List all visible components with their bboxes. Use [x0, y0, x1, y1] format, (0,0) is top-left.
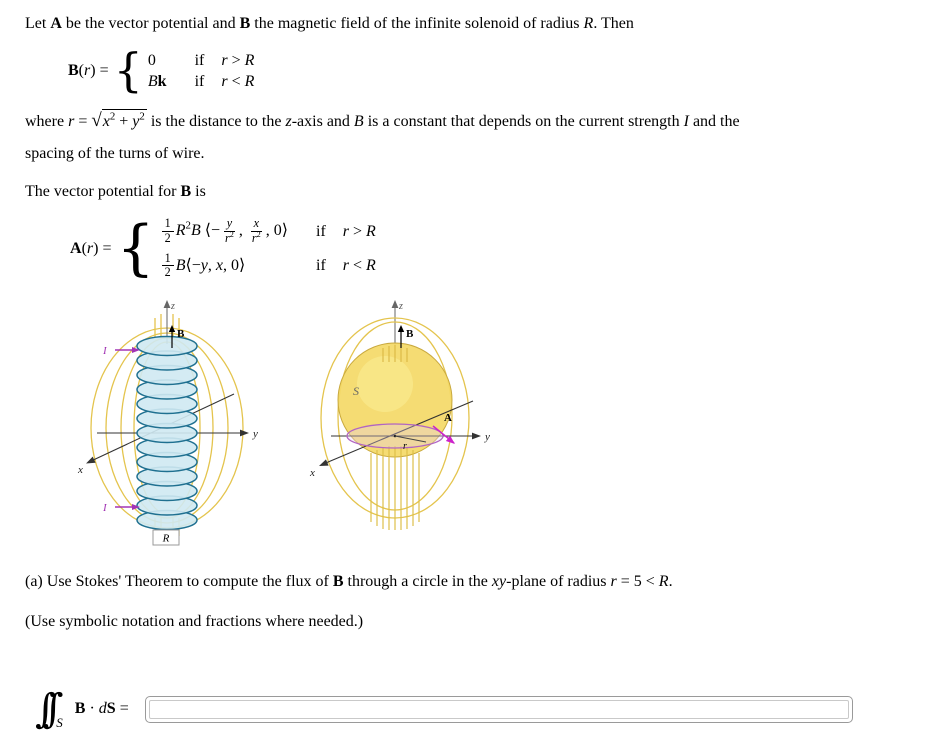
case-value: $\frac{1}{2}$ $R^2B$ ⟨− $\frac{y}{r^2}$ , $\frac{x}{r^2}$ , 0⟩: [160, 217, 288, 245]
equation-magnetic-field: [68, 43, 902, 98]
case-if-label: if: [316, 256, 326, 274]
label-R: R: [162, 532, 170, 545]
case-if-label: if: [194, 72, 205, 90]
label-x-axis: x: [310, 466, 315, 479]
left-brace: {: [113, 43, 143, 98]
B-field-arrowhead: [398, 325, 404, 332]
vector-potential-text: The vector potential for B is: [25, 183, 206, 201]
z-axis-arrowhead: [392, 300, 399, 308]
label-A: A: [444, 411, 452, 424]
label-y-axis: y: [253, 427, 258, 440]
figure-solenoid-coil: [55, 296, 283, 548]
label-B: B: [406, 327, 414, 340]
x-axis-arrowhead: [318, 459, 329, 469]
z-axis-arrowhead: [164, 300, 171, 308]
integral-subscript-S: S: [56, 715, 63, 731]
label-current-bottom: I: [103, 501, 107, 514]
case-condition: r < R: [342, 256, 376, 274]
case-condition: r > R: [342, 222, 376, 240]
label-x-axis: x: [78, 463, 83, 476]
eq-b-cases: [148, 52, 255, 91]
solenoid-coil: [137, 336, 197, 529]
equation-vector-potential: [70, 213, 902, 284]
case-condition: r < R: [221, 72, 255, 90]
answer-row: [35, 686, 902, 733]
case-if-label: if: [194, 51, 205, 69]
eq-a-lhs: A(r) =: [70, 239, 112, 257]
figure-solenoid-flux: [285, 296, 500, 541]
case-value: Bk: [147, 72, 167, 90]
label-surface-S: S: [353, 383, 359, 398]
case-value: $\frac{1}{2}$ B⟨−y, x, 0⟩: [160, 252, 246, 280]
figures-row: [55, 296, 902, 548]
part-a-text: (a) Use Stokes' Theorem to compute the flux of B through a circle in the xy-plane of radius r = 5 < R.: [25, 572, 673, 590]
where-text-line2: spacing of the turns of wire.: [25, 145, 205, 163]
y-axis-arrowhead: [240, 429, 249, 436]
answer-input[interactable]: [149, 700, 849, 719]
answer-lhs: B · dS =: [74, 700, 129, 718]
sphere-highlight: [357, 356, 413, 412]
eq-b-lhs: B(r) =: [68, 62, 109, 80]
integral-glyph: ∫∫: [35, 686, 51, 733]
answer-box[interactable]: [145, 696, 853, 723]
label-y-axis: y: [485, 430, 490, 443]
field-lines-bottom: [371, 446, 419, 530]
case-condition: r > R: [221, 51, 255, 69]
label-z-axis: z: [171, 300, 175, 312]
double-integral-symbol: [35, 686, 75, 733]
y-axis-arrowhead: [472, 432, 481, 439]
label-B: B: [177, 327, 185, 340]
notation-note-text: (Use symbolic notation and fractions where needed.): [25, 613, 364, 631]
label-z-axis: z: [399, 300, 403, 312]
case-if-label: if: [316, 222, 326, 240]
where-text-line1: where r = √ $x^2 + y^2$ is the distance to the z-axis and B is a constant that depends on the current strength I and the: [25, 109, 902, 133]
label-current-top: I: [103, 344, 107, 357]
case-value: 0: [147, 51, 156, 69]
eq-a-cases: [160, 217, 376, 279]
intro-text: Let A be the vector potential and B the magnetic field of the infinite solenoid of radius R. Then: [25, 15, 634, 32]
left-brace: {: [116, 213, 155, 284]
label-r: r: [403, 440, 407, 452]
